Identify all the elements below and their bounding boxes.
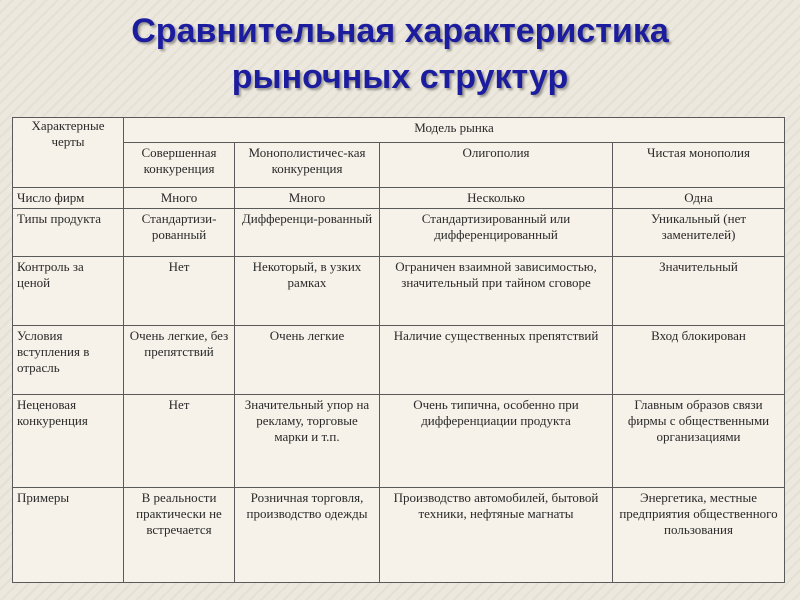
table-cell: Некоторый, в узких рамках <box>235 257 380 326</box>
table-row <box>13 326 785 395</box>
title-line-1: Сравнительная характеристика <box>131 12 669 50</box>
row-label: Примеры <box>13 487 124 582</box>
title-line-2: рыночных структур <box>231 58 569 96</box>
table-cell: Несколько <box>380 187 613 208</box>
table-row <box>13 487 785 582</box>
table-cell: Одна <box>613 187 785 208</box>
header-col-perfect-competition: Совершенная конкуренция <box>124 143 235 187</box>
row-label: Типы продукта <box>13 208 124 257</box>
market-structures-table <box>12 117 785 583</box>
table-cell: Главным образов связи фирмы с общественными организациями <box>613 394 785 487</box>
table-cell: Нет <box>124 394 235 487</box>
table-cell: Стандартизи-рованный <box>124 208 235 257</box>
table-cell: Значительный <box>613 257 785 326</box>
table-row <box>13 187 785 208</box>
table-row <box>13 257 785 326</box>
table-cell: Ограничен взаимной зависимостью, значительный при тайном сговоре <box>380 257 613 326</box>
table-row <box>13 394 785 487</box>
table-cell: Стандартизированный или дифференцированный <box>380 208 613 257</box>
table-row <box>13 208 785 257</box>
page-title <box>0 8 800 100</box>
table-cell: Много <box>124 187 235 208</box>
table-cell: Розничная торговля, производство одежды <box>235 487 380 582</box>
header-col-pure-monopoly: Чистая монополия <box>613 143 785 187</box>
row-label: Неценовая конкуренция <box>13 394 124 487</box>
row-label: Число фирм <box>13 187 124 208</box>
table-cell: Уникальный (нет заменителей) <box>613 208 785 257</box>
table-cell: Вход блокирован <box>613 326 785 395</box>
table-cell: В реальности практически не встречается <box>124 487 235 582</box>
table-cell: Производство автомобилей, бытовой техники, нефтяные магнаты <box>380 487 613 582</box>
table-cell: Дифференци-рованный <box>235 208 380 257</box>
header-col-oligopoly: Олигополия <box>380 143 613 187</box>
table-header-row-1 <box>13 118 785 143</box>
table-cell: Очень легкие, без препятствий <box>124 326 235 395</box>
header-market-model: Модель рынка <box>124 118 785 143</box>
table-cell: Очень легкие <box>235 326 380 395</box>
table-cell: Значительный упор на рекламу, торговые марки и т.п. <box>235 394 380 487</box>
table-cell: Наличие существенных препятствий <box>380 326 613 395</box>
table-cell: Очень типична, особенно при дифференциации продукта <box>380 394 613 487</box>
row-label: Условия вступления в отрасль <box>13 326 124 395</box>
table-header-row-2 <box>13 143 785 187</box>
table-cell: Много <box>235 187 380 208</box>
header-col-monopolistic-competition: Монополистичес-кая конкуренция <box>235 143 380 187</box>
header-features: Характерные черты <box>13 118 124 188</box>
table-cell: Нет <box>124 257 235 326</box>
table-cell: Энергетика, местные предприятия общественного пользования <box>613 487 785 582</box>
row-label: Контроль за ценой <box>13 257 124 326</box>
